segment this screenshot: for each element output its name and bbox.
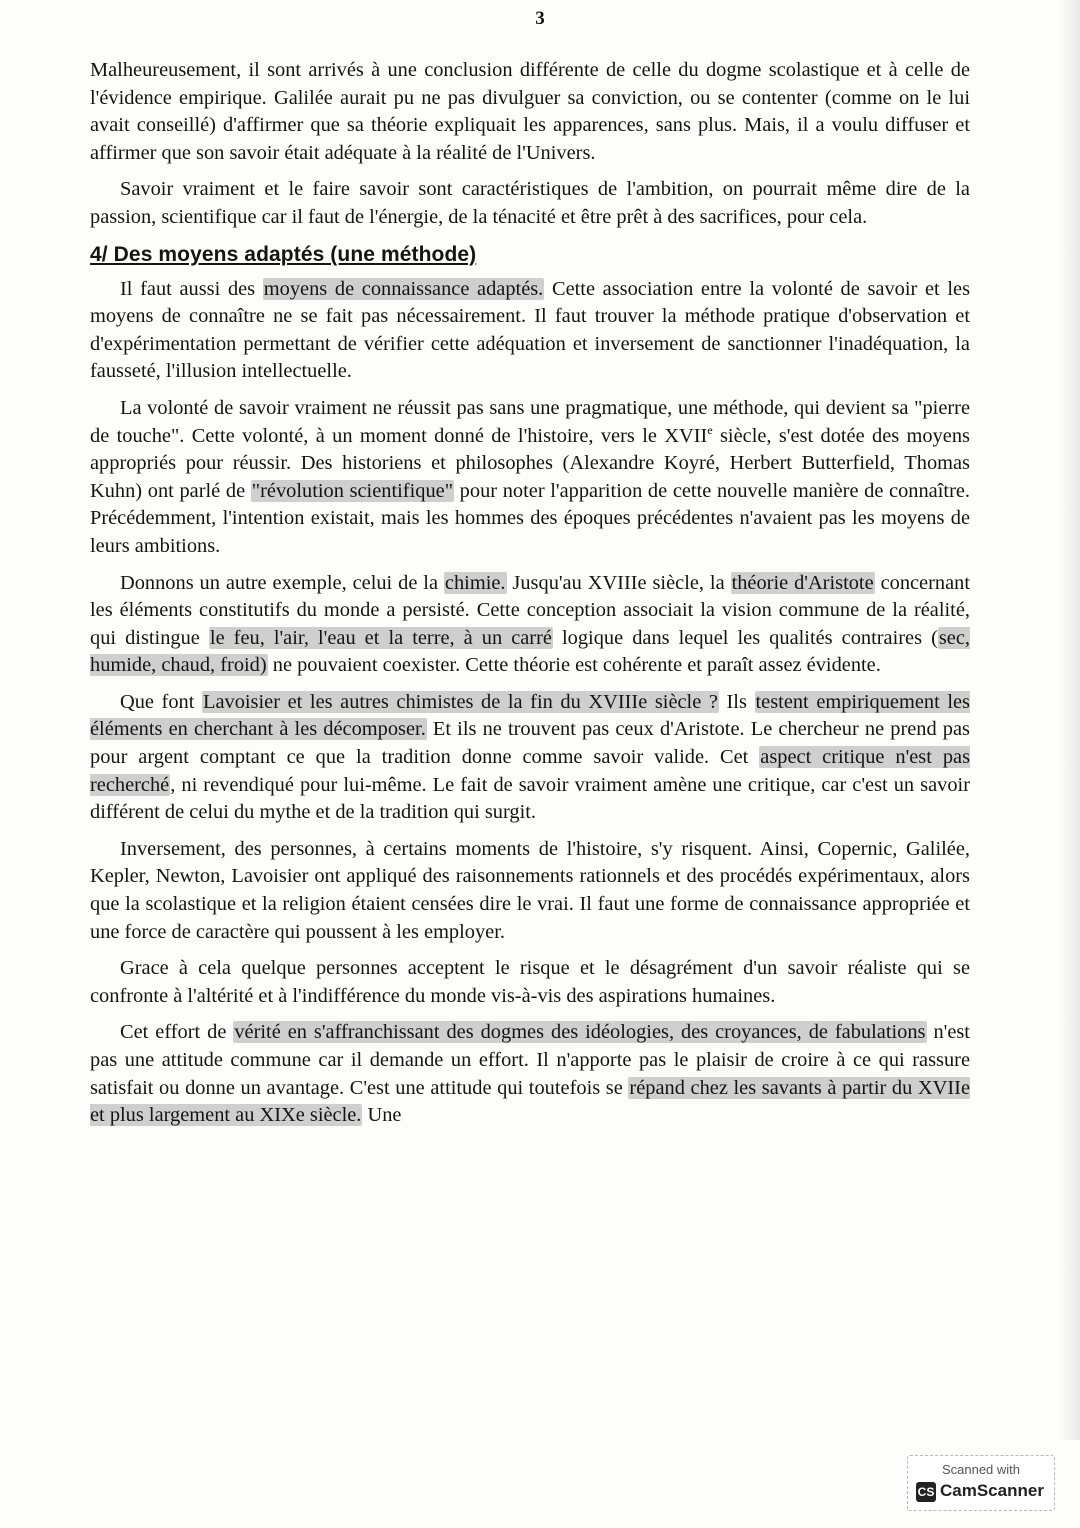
highlighted-text: théorie d'Aristote	[731, 571, 874, 594]
page-number: 3	[535, 8, 545, 29]
highlighted-text: aspect critique n'est pas recherché	[90, 746, 971, 796]
text-run: pour noter l'apparition de cette nouvelle manière de connaître. Précédemment, l'intention existait, mais les hommes des époques précédentes n'avaient pas les moyens de leurs ambitions.	[90, 479, 971, 557]
superscript: e	[707, 422, 713, 437]
paragraph-2: Savoir vraiment et le faire savoir sont caractéristiques de l'ambition, on pourrait même dire de la passion, scientifique car il faut de l'énergie, de la ténacité et être prêt à des sacrifices, pour cela.	[90, 178, 970, 228]
highlighted-text: chimie.	[444, 571, 506, 594]
text-run: Une	[362, 1104, 402, 1127]
highlighted-text: vérité en s'affranchissant des dogmes des idéologies, des croyances, de fabulations	[234, 1021, 926, 1044]
text-run: Ils	[718, 690, 755, 713]
text-run: Cette association entre la volonté de savoir et les moyens de connaître ne se fait pas nécessairement. Il faut trouver la méthode pratique d'observation et d'expérimentation permettant de vérifier cette adéquation et inversement de sanctionner l'inadéquation, la fausseté, l'illusion intellectuelle.	[90, 277, 971, 383]
text-run: logique dans lequel les qualités contraires (	[552, 626, 938, 649]
paragraph-1: Malheureusement, il sont arrivés à une conclusion différente de celle du dogme scolastique et à celle de l'évidence empirique. Galilée aurait pu ne pas divulguer sa conviction, ou se contenter (comme on le lui avait conseillé) d'affirmer que sa théorie expliquait les apparences, sans plus. Mais, il a voulu diffuser et affirmer que son savoir était adéquate à la réalité de l'Univers.	[90, 59, 970, 164]
document-body	[90, 57, 970, 1139]
text-run: Il faut aussi des	[120, 277, 263, 300]
paragraph-9	[90, 1019, 970, 1129]
text-run: , ni revendiqué pour lui-même. Le fait de savoir vraiment amène une critique, car c'est un savoir différent de celui du mythe et de la tradition qui surgit.	[90, 773, 970, 824]
highlighted-text: sec, humide, chaud, froid)	[90, 626, 970, 677]
text-run: Et ils ne trouvent pas ceux d'Aristote. Le chercheur ne prend pas pour argent comptant ce que la tradition donne comme savoir valide. Cet	[90, 718, 970, 769]
text-run: Donnons un autre exemple, celui de la	[120, 571, 444, 594]
text-run: Cet effort de	[120, 1021, 234, 1044]
text-run: n'est pas une attitude commune car il demande un effort. Il n'apporte pas le plaisir de croire à ce qui rassure satisfait ou donne un avantage. C'est une attitude qui toutefois se	[90, 1021, 970, 1099]
text-run: Jusqu'au XVIIIe siècle, la	[506, 571, 731, 594]
highlighted-text: Lavoisier et les autres chimistes de la fin du XVIIIe siècle ?	[203, 690, 718, 713]
text-run: ne pouvaient coexister. Cette théorie est cohérente et paraît assez évidente.	[267, 654, 881, 677]
highlighted-text: "révolution scientifique"	[251, 479, 454, 502]
text-run: La volonté de savoir vraiment ne réussit pas sans une pragmatique, une méthode, qui devient sa "pierre de touche". Cette volonté, à un moment donné de l'histoire, vers le XVII	[90, 396, 970, 447]
page-edge-shadow	[1058, 0, 1080, 1440]
camscanner-name: CamScanner	[940, 1481, 1044, 1500]
text-run: concernant les éléments constitutifs du monde a persisté. Cette conception associait la vision commune de la réalité, qui distingue	[90, 571, 971, 649]
paragraph-4	[90, 395, 970, 561]
paragraph-3	[90, 276, 970, 386]
paragraph-8: Grace à cela quelque personnes acceptent le risque et le désagrément d'un savoir réaliste qui se confronte à l'altérité et à l'indifférence du monde vis-à-vis des aspirations humaines.	[90, 957, 970, 1007]
paragraph-5	[90, 570, 970, 680]
paragraph-7: Inversement, des personnes, à certains moments de l'histoire, s'y risquent. Ainsi, Copernic, Galilée, Kepler, Newton, Lavoisier ont appliqué des raisonnements rationnels et des procédés expérimentaux, alors que la scolastique et la religion étaient censées dire le vrai. Il faut une forme de connaissance appropriée et une force de caractère qui poussent à les employer.	[90, 837, 970, 943]
paragraph-6	[90, 689, 970, 827]
text-run: Que font	[120, 690, 202, 713]
text-run: siècle, s'est dotée des moyens appropriés pour réussir. Des historiens et philosophes (Alexandre Koyré, Herbert Butterfield, Thomas Kuhn) ont parlé de	[90, 424, 970, 502]
highlighted-text: le feu, l'air, l'eau et la terre, à un carré	[209, 626, 552, 649]
section-heading: 4/ Des moyens adaptés (une méthode)	[90, 242, 477, 266]
highlighted-text: testent empiriquement les éléments en cherchant à les décomposer.	[90, 690, 970, 741]
highlighted-text: répand chez les savants à partir du XVIIe et plus largement au XIXe siècle.	[90, 1076, 970, 1127]
highlighted-text: moyens de connaissance adaptés.	[263, 277, 544, 300]
scanned-with-label: Scanned with	[941, 1462, 1021, 1477]
camscanner-logo-icon: CS	[916, 1482, 936, 1502]
camscanner-watermark	[907, 1455, 1055, 1511]
